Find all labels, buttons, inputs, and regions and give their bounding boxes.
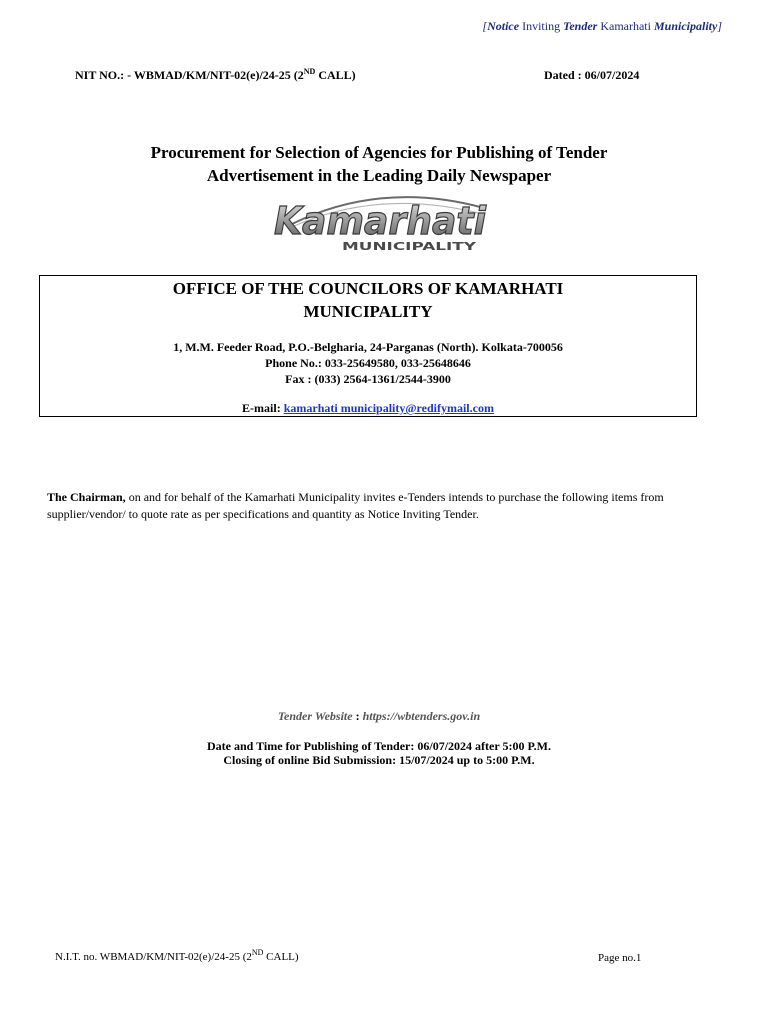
closing-date: Closing of online Bid Submission: 15/07/2024 up to 5:00 P.M. — [223, 753, 535, 767]
office-info-box — [39, 275, 697, 417]
logo-sub-text: MUNICIPALITY — [342, 240, 478, 253]
nit-date: Dated : 06/07/2024 — [544, 68, 640, 82]
header-note-notice: Notice — [487, 19, 520, 33]
tender-website: Tender Website : https://wbtenders.gov.in — [277, 709, 481, 723]
tender-dates — [0, 739, 758, 767]
tender-website-url[interactable]: https://wbtenders.gov.in — [362, 709, 481, 723]
intro-chairman: The Chairman, — [47, 490, 126, 504]
kamarhati-logo — [272, 188, 494, 254]
page-title — [0, 141, 758, 187]
publishing-date: Date and Time for Publishing of Tender: 06/07/2024 after 5:00 P.M. — [206, 739, 551, 753]
office-title: OFFICE OF THE COUNCILORS OF KAMARHATI MUNICIPALITY — [172, 279, 564, 321]
office-email: E-mail: kamarhati municipality@redifymail.com — [242, 401, 494, 415]
header-note-tender: Tender — [563, 19, 598, 33]
intro-paragraph: The Chairman, on and for behalf of the Kamarhati Municipality invites e-Tenders intends to purchase the following items from supplier/vendor/ to quote rate as per specifications and quantity as Notice Inviting Tender. — [47, 490, 664, 521]
page-number: Page no.1 — [598, 952, 642, 964]
header-note: [Notice Inviting Tender Kamarhati Municipality] — [482, 19, 722, 33]
email-link[interactable]: kamarhati municipality@redifymail.com — [283, 401, 494, 415]
nit-number: NIT NO.: - WBMAD/KM/NIT-02(e)/24-25 (2ND CALL) — [75, 67, 356, 82]
logo-main-text: Kamarhati — [274, 199, 487, 243]
office-contact — [40, 339, 696, 387]
footer-nit: N.I.T. no. WBMAD/KM/NIT-02(e)/24-25 (2ND CALL) — [55, 948, 299, 963]
title-line-1: Procurement for Selection of Agencies for Publishing of Tender — [150, 143, 608, 162]
office-fax: Fax : (033) 2564-1361/2544-3900 — [285, 372, 451, 386]
title-line-2: Advertisement in the Leading Daily Newspaper — [206, 166, 552, 185]
office-address: 1, M.M. Feeder Road, P.O.-Belgharia, 24-Parganas (North). Kolkata-700056 — [173, 340, 563, 354]
office-phone: Phone No.: 033-25649580, 033-25648646 — [265, 356, 471, 370]
